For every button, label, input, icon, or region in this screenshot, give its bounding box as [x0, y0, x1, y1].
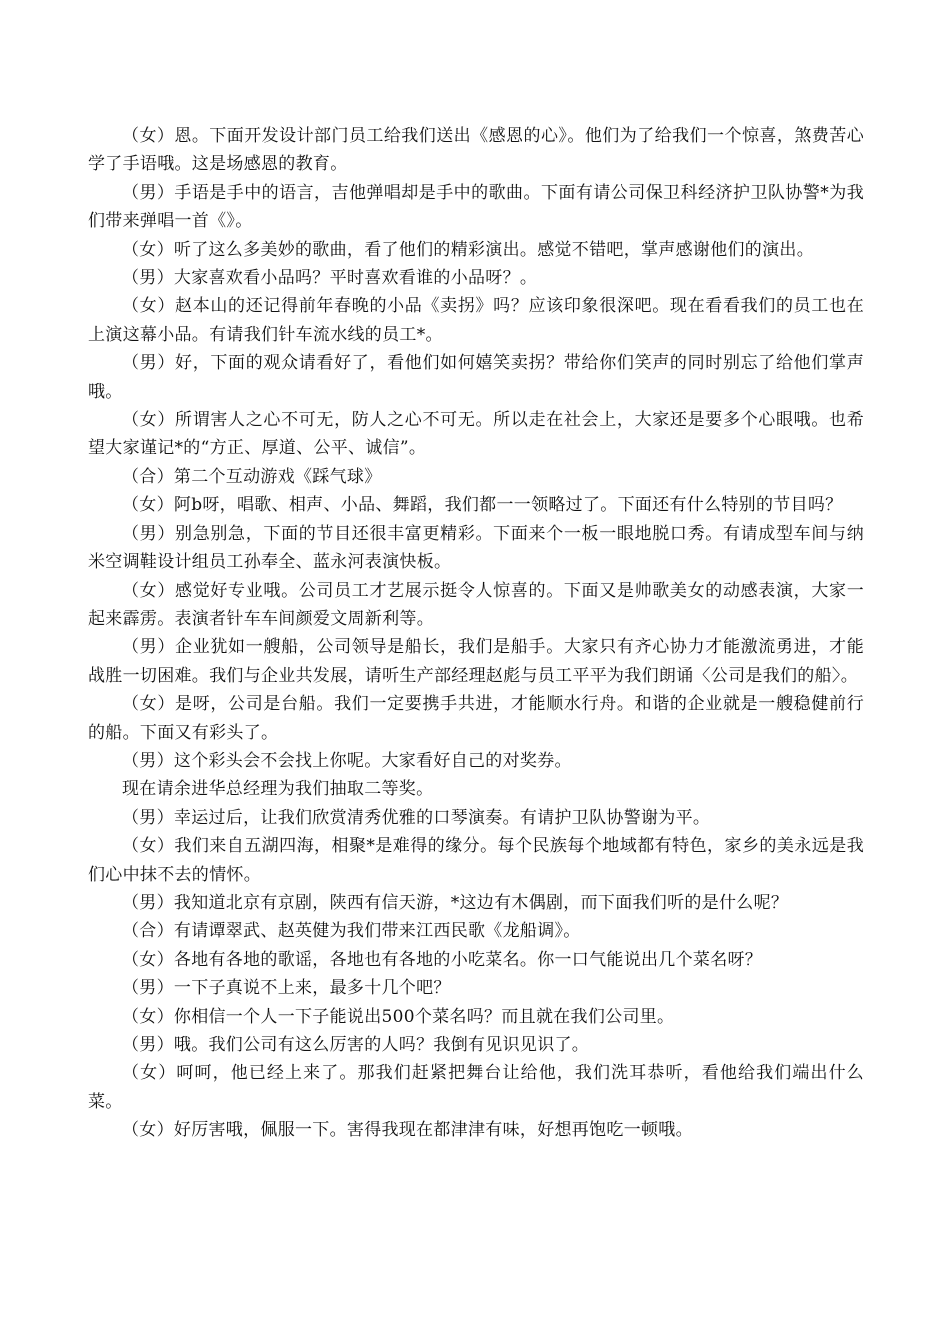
- paragraph: （男）企业犹如一艘船，公司领导是船长，我们是船手。大家只有齐心协力才能激流勇进，才能战胜一切困难。我们与企业共发展，请听生产部经理赵彪与员工平平为我们朗诵〈公司是我们的船〉。: [88, 637, 864, 686]
- paragraph: （男）我知道北京有京剧，陕西有信天游，*这边有木偶剧，而下面我们听的是什么呢？: [122, 892, 789, 913]
- paragraph: （女）赵本山的还记得前年春晚的小品《卖拐》吗？应该印象很深吧。现在看看我们的员工也在上演这幕小品。有请我们针车流水线的员工*。: [88, 296, 864, 345]
- paragraph: （男）手语是手中的语言，吉他弹唱却是手中的歌曲。下面有请公司保卫科经济护卫队协警*为我们带来弹唱一首《》。: [88, 182, 864, 232]
- paragraph: （男）哦。我们公司有这么厉害的人吗？我倒有见识见识了。: [122, 1035, 590, 1055]
- paragraph: （女）各地有各地的歌谣，各地也有各地的小吃菜名。你一口气能说出几个菜名呀？: [122, 949, 763, 970]
- paragraph: （女）阿b呀，唱歌、相声、小品、舞蹈，我们都一一领略过了。下面还有什么特别的节目吗？: [122, 495, 843, 516]
- paragraph: （合）第二个互动游戏《踩气球》: [122, 466, 382, 487]
- paragraph: （男）好，下面的观众请看好了，看他们如何嬉笑卖拐？带给你们笑声的同时别忘了给他们掌声哦。: [88, 353, 864, 402]
- paragraph: （男）幸运过后，让我们欣赏清秀优雅的口琴演奏。有请护卫队协警谢为平。: [122, 807, 711, 828]
- paragraph: （女）听了这么多美妙的歌曲，看了他们的精彩演出。感觉不错吧，掌声感谢他们的演出。: [122, 239, 814, 260]
- paragraph: （女）是呀，公司是台船。我们一定要携手共进，才能顺水行舟。和谐的企业就是一艘稳健前行的船。下面又有彩头了。: [88, 694, 864, 743]
- paragraph: （男）别急别急，下面的节目还很丰富更精彩。下面来个一板一眼地脱口秀。有请成型车间与纳米空调鞋设计组员工孙奉全、蓝永河表演快板。: [88, 523, 864, 573]
- document-body: [88, 122, 864, 1145]
- paragraph: （女）呵呵，他已经上来了。那我们赶紧把舞台让给他，我们洗耳恭听，看他给我们端出什么菜。: [88, 1063, 864, 1112]
- paragraph: 现在请余进华总经理为我们抽取二等奖。: [122, 779, 434, 800]
- paragraph: （女）感觉好专业哦。公司员工才艺展示挺令人惊喜的。下面又是帅歌美女的动感表演，大家一起来霹雳。表演者针车车间颜爱文周新利等。: [88, 580, 864, 629]
- paragraph: （男）这个彩头会不会找上你呢。大家看好自己的对奖券。: [122, 750, 572, 771]
- paragraph: （女）你相信一个人一下子能说出500个菜名吗？而且就在我们公司里。: [122, 1006, 675, 1027]
- paragraph: （女）恩。下面开发设计部门员工给我们送出《感恩的心》。他们为了给我们一个惊喜，煞费苦心学了手语哦。这是场感恩的教育。: [88, 126, 864, 175]
- paragraph: （女）我们来自五湖四海，相聚*是难得的缘分。每个民族每个地域都有特色，家乡的美永远是我们心中抹不去的情怀。: [88, 836, 864, 885]
- paragraph: （男）大家喜欢看小品吗？平时喜欢看谁的小品呀？。: [122, 268, 538, 289]
- paragraph: （女）好厉害哦，佩服一下。害得我现在都津津有味，好想再饱吃一顿哦。: [122, 1120, 693, 1141]
- paragraph: （男）一下子真说不上来，最多十几个吧？: [122, 978, 451, 999]
- paragraph: （合）有请谭翠武、赵英健为我们带来江西民歌《龙船调》。: [122, 921, 581, 942]
- paragraph: （女）所谓害人之心不可无，防人之心不可无。所以走在社会上，大家还是要多个心眼哦。也希望大家谨记*的“方正、厚道、公平、诚信”。: [88, 410, 864, 459]
